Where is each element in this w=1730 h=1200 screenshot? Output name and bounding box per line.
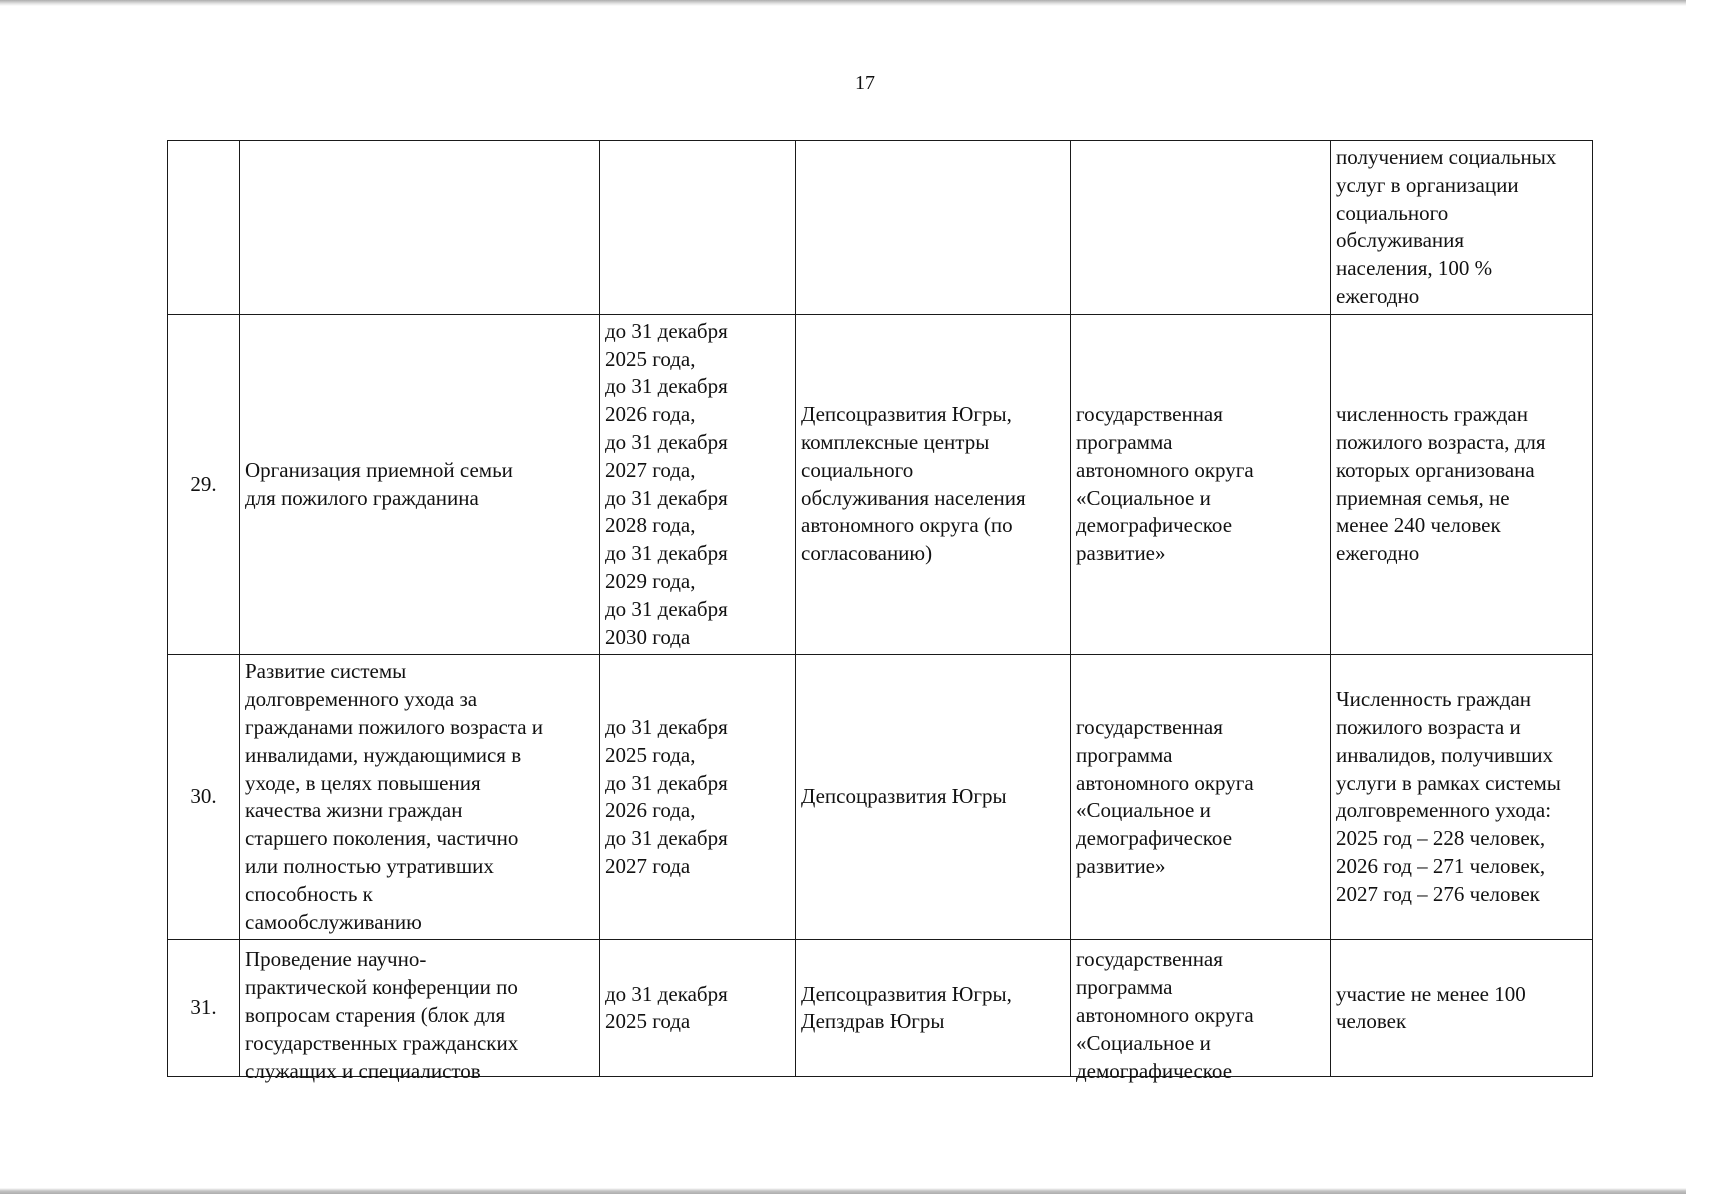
row-number: 29.: [190, 471, 217, 496]
program-cell: [1071, 314, 1331, 655]
responsible-text: Депсоцразвития Югры, комплексные центры социального обслуживания населения автономного округа (по согласованию): [801, 402, 1026, 566]
row-number-cell: [168, 940, 240, 1077]
indicator-cell: [1331, 940, 1593, 1077]
row-number: 31.: [190, 995, 217, 1020]
deadline-text: до 31 декабря 2025 года, до 31 декабря 2026 года, до 31 декабря 2027 года: [605, 714, 728, 878]
deadline-cell: [600, 940, 796, 1077]
activity-cell: [240, 314, 600, 655]
program-text: государственная программа автономного округа «Социальное и демографическое: [1076, 947, 1254, 1083]
table-row: [168, 655, 1593, 940]
indicator-cell: [1331, 314, 1593, 655]
indicator-text: получением социальных услуг в организации социального обслуживания населения, 100 % ежегодно: [1336, 145, 1557, 308]
row-number-cell: [168, 141, 240, 315]
activity-text: Развитие системы долговременного ухода за гражданами пожилого возраста и инвалидами, нуждающимися в уходе, в целях повышения качества жизни граждан старшего поколения, частично или полностью утративших способность к самообслуживанию: [245, 659, 544, 934]
deadline-cell: [600, 141, 796, 315]
indicator-cell: [1331, 141, 1593, 315]
program-cell: [1071, 655, 1331, 940]
responsible-cell: [796, 940, 1071, 1077]
activity-text: Организация приемной семьи для пожилого гражданина: [245, 457, 513, 510]
scan-edge-top: [0, 0, 1686, 6]
activity-cell: [240, 940, 600, 1083]
table-row: [168, 314, 1593, 655]
indicator-cell: [1331, 655, 1593, 940]
responsible-cell: [796, 141, 1071, 315]
activity-text: Проведение научно- практической конференции по вопросам старения (блок для государственных гражданских служащих и специалистов: [245, 947, 519, 1083]
program-text: государственная программа автономного округа «Социальное и демографическое развитие»: [1076, 714, 1254, 878]
program-cell: [1071, 141, 1331, 315]
responsible-text: Депсоцразвития Югры, Депздрав Югры: [801, 981, 1012, 1034]
page-number: 17: [855, 72, 875, 94]
indicator-text: Численность граждан пожилого возраста и инвалидов, получивших услуги в рамках системы долговременного ухода: 2025 год – 228 человек, 2026 год – 271 человек, 2027 год – 276 человек: [1336, 687, 1561, 906]
table-row: [168, 940, 1593, 1077]
deadline-cell: [600, 314, 796, 655]
table-row: [168, 141, 1593, 315]
deadline-text: до 31 декабря 2025 года: [605, 981, 728, 1034]
row-number-cell: [168, 655, 240, 940]
scan-edge-bottom: [0, 1188, 1686, 1194]
responsible-cell: [796, 314, 1071, 655]
measures-table: [167, 140, 1593, 1083]
responsible-text: Депсоцразвития Югры: [801, 784, 1007, 809]
deadline-text: до 31 декабря 2025 года, до 31 декабря 2026 года, до 31 декабря 2027 года, до 31 декабря 2028 года, до 31 декабря 2029 года, до 31 декабря 2030 года: [605, 318, 728, 649]
deadline-cell: [600, 655, 796, 940]
program-text: государственная программа автономного округа «Социальное и демографическое развитие»: [1076, 402, 1254, 566]
responsible-cell: [796, 655, 1071, 940]
row-number-cell: [168, 314, 240, 655]
row-number: 30.: [190, 784, 217, 809]
program-cell: [1071, 940, 1331, 1083]
activity-cell: [240, 655, 600, 940]
indicator-text: участие не менее 100 человек: [1336, 981, 1526, 1034]
activity-cell: [240, 141, 600, 315]
indicator-text: численность граждан пожилого возраста, для которых организована приемная семья, не менее 240 человек ежегодно: [1336, 402, 1546, 566]
